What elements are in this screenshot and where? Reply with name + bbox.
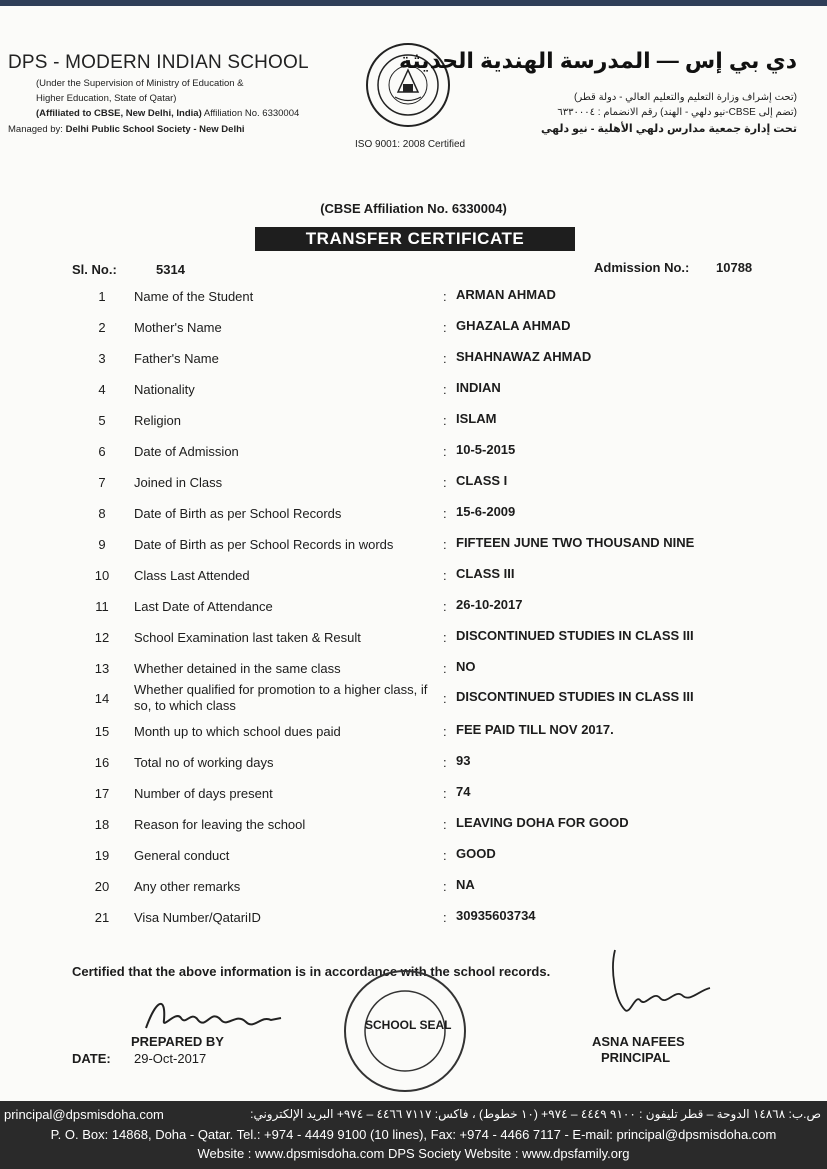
row-number: 19: [94, 848, 110, 863]
row-colon: :: [443, 786, 447, 801]
row-number: 14: [94, 691, 110, 706]
row-number: 12: [94, 630, 110, 645]
row-label: Number of days present: [134, 786, 273, 801]
footer-websites[interactable]: Website : www.dpsmisdoha.com DPS Society Website : www.dpsfamily.org: [197, 1146, 630, 1161]
row-value: 30935603734: [456, 908, 536, 923]
row-value: GHAZALA AHMAD: [456, 318, 571, 333]
row-value: 74: [456, 784, 471, 799]
row-number: 13: [94, 661, 110, 676]
arabic-school-name: دي بي إس — المدرسة الهندية الحديثة: [398, 48, 797, 73]
row-colon: :: [443, 289, 447, 304]
detail-row: [0, 716, 827, 746]
row-label: Date of Admission: [134, 444, 239, 459]
certification-statement: Certified that the above information is in accordance with the school records.: [72, 964, 551, 979]
row-colon: :: [443, 382, 447, 397]
row-label: Any other remarks: [134, 879, 241, 894]
row-label: Religion: [134, 413, 181, 428]
row-number: 10: [94, 568, 110, 583]
row-colon: :: [443, 444, 447, 459]
row-colon: :: [443, 848, 447, 863]
row-number: 11: [95, 599, 109, 614]
supervision-line-2: Higher Education, State of Qatar): [36, 93, 177, 104]
row-colon: :: [443, 879, 447, 894]
row-value: DISCONTINUED STUDIES IN CLASS III: [456, 689, 694, 704]
detail-row: [0, 529, 827, 559]
managed-by-line: [8, 124, 245, 135]
row-label: Month up to which school dues paid: [134, 724, 341, 739]
row-number: 20: [94, 879, 110, 894]
row-number: 7: [98, 475, 106, 490]
row-colon: :: [443, 910, 447, 925]
row-label: Mother's Name: [134, 320, 222, 335]
row-colon: :: [443, 568, 447, 583]
row-number: 3: [98, 351, 106, 366]
row-colon: :: [443, 755, 447, 770]
school-name: DPS - MODERN INDIAN SCHOOL: [8, 52, 309, 73]
admission-number-label: Admission No.:: [594, 260, 690, 275]
row-value: FEE PAID TILL NOV 2017.: [456, 722, 614, 737]
principal-title: PRINCIPAL: [601, 1050, 671, 1065]
row-label: School Examination last taken & Result: [134, 630, 361, 645]
detail-row: [0, 622, 827, 652]
detail-row: [0, 682, 827, 716]
detail-row: [0, 467, 827, 497]
detail-row: [0, 343, 827, 373]
row-value: 15-6-2009: [456, 504, 516, 519]
row-value: LEAVING DOHA FOR GOOD: [456, 815, 629, 830]
detail-row: [0, 902, 827, 932]
row-value: DISCONTINUED STUDIES IN CLASS III: [456, 628, 694, 643]
arabic-supervision: (تحت إشراف وزارة التعليم والتعليم العالي - دولة قطر): [574, 92, 797, 103]
row-colon: :: [443, 661, 447, 676]
row-colon: :: [443, 320, 447, 335]
row-label: Total no of working days: [134, 755, 274, 770]
footer-address: P. O. Box: 14868, Doha - Qatar. Tel.: +974 - 4449 9100 (10 lines), Fax: +974 - 4466 7117 - E-mail: principal@dpsmisdoha.com: [50, 1127, 777, 1142]
footer-bar: [0, 1101, 827, 1169]
detail-row: [0, 405, 827, 435]
row-colon: :: [443, 724, 447, 739]
detail-row: [0, 374, 827, 404]
top-border: [0, 0, 827, 6]
row-value: 26-10-2017: [456, 597, 523, 612]
affiliated-text: (Affiliated to CBSE, New Delhi, India): [36, 108, 202, 119]
row-colon: :: [443, 817, 447, 832]
date-label: DATE:: [72, 1051, 111, 1066]
supervision-line-1: (Under the Supervision of Ministry of Education &: [36, 78, 244, 89]
row-number: 18: [94, 817, 110, 832]
row-colon: :: [443, 691, 447, 706]
row-number: 8: [98, 506, 106, 521]
row-number: 5: [98, 413, 106, 428]
row-value: 93: [456, 753, 471, 768]
school-seal-label: SCHOOL SEAL: [365, 1018, 452, 1032]
row-label: Father's Name: [134, 351, 219, 366]
row-colon: :: [443, 475, 447, 490]
row-label: Nationality: [134, 382, 195, 397]
prepared-by-label: PREPARED BY: [131, 1034, 224, 1049]
row-value: CLASS I: [456, 473, 508, 488]
row-number: 9: [98, 537, 106, 552]
row-label: Whether qualified for promotion to a higher class, if so, to which class: [134, 682, 428, 713]
row-label: Visa Number/QatariID: [134, 910, 261, 925]
row-number: 16: [94, 755, 110, 770]
detail-row: [0, 312, 827, 342]
detail-row: [0, 747, 827, 777]
detail-row: [0, 591, 827, 621]
cbse-affiliation: (CBSE Affiliation No. 6330004): [320, 201, 507, 216]
row-value: SHAHNAWAZ AHMAD: [456, 349, 592, 364]
row-value: ISLAM: [456, 411, 497, 426]
row-label: Last Date of Attendance: [134, 599, 273, 614]
detail-row: [0, 498, 827, 528]
row-label: Name of the Student: [134, 289, 254, 304]
row-number: 4: [98, 382, 106, 397]
affiliation-number: Affiliation No. 6330004: [203, 108, 300, 119]
row-number: 2: [98, 320, 106, 335]
row-colon: :: [443, 630, 447, 645]
row-value: CLASS III: [456, 566, 515, 581]
row-value: FIFTEEN JUNE TWO THOUSAND NINE: [456, 535, 695, 550]
row-label: Whether detained in the same class: [134, 661, 341, 676]
row-number: 6: [98, 444, 106, 459]
date-value: 29-Oct-2017: [134, 1051, 207, 1066]
row-colon: :: [443, 506, 447, 521]
row-number: 15: [94, 724, 110, 739]
detail-row: [0, 281, 827, 311]
row-number: 1: [98, 289, 106, 304]
row-label: Class Last Attended: [134, 568, 250, 583]
row-label: General conduct: [134, 848, 230, 863]
row-colon: :: [443, 351, 447, 366]
managed-by-label: Managed by:: [8, 124, 63, 135]
row-label: Date of Birth as per School Records: [134, 506, 342, 521]
row-value: 10-5-2015: [456, 442, 516, 457]
certificate-title: TRANSFER CERTIFICATE: [255, 227, 575, 251]
footer-email[interactable]: principal@dpsmisdoha.com: [4, 1107, 164, 1122]
principal-signature: [605, 940, 715, 1030]
footer-arabic-address: ص.ب: ١٤٨٦٨ الدوحة – قطر تليفون : ٩١٠٠ ٤٤٤٩ – ٩٧٤+ (١٠ خطوط) ، فاكس: ٧١١٧ ٤٤٦٦ – ٩٧٤+ البريد الإلكتروني:: [250, 1107, 821, 1121]
iso-certification: ISO 9001: 2008 Certified: [355, 139, 466, 150]
row-number: 21: [94, 910, 110, 925]
row-colon: :: [443, 599, 447, 614]
row-label: Date of Birth as per School Records in words: [134, 537, 394, 552]
row-label: Reason for leaving the school: [134, 817, 306, 832]
arabic-managed-by: تحت إدارة جمعية مدارس دلهي الأهلية - نيو دلهي: [540, 123, 797, 135]
row-colon: :: [443, 413, 447, 428]
serial-number-label: Sl. No.:: [72, 262, 117, 277]
row-value: NA: [456, 877, 475, 892]
detail-row: [0, 809, 827, 839]
detail-row: [0, 778, 827, 808]
detail-row: [0, 871, 827, 901]
detail-row: [0, 840, 827, 870]
row-colon: :: [443, 537, 447, 552]
admission-number-value: 10788: [716, 260, 753, 275]
managed-by-value: Delhi Public School Society - New Delhi: [65, 124, 245, 135]
principal-name: ASNA NAFEES: [592, 1034, 685, 1049]
detail-row: [0, 560, 827, 590]
row-label: Joined in Class: [134, 475, 223, 490]
detail-row: [0, 653, 827, 683]
arabic-affiliation: (تضم إلى CBSE-نيو دلهي - الهند) رقم الانضمام : ٦٣٣٠٠٠٤: [557, 107, 797, 118]
row-value: GOOD: [456, 846, 496, 861]
affiliation-line: [36, 108, 299, 119]
preparer-signature: [136, 990, 286, 1040]
row-value: NO: [456, 659, 476, 674]
row-number: 17: [94, 786, 110, 801]
detail-row: [0, 436, 827, 466]
row-value: INDIAN: [456, 380, 501, 395]
serial-number-value: 5314: [156, 262, 185, 277]
row-value: ARMAN AHMAD: [456, 287, 556, 302]
